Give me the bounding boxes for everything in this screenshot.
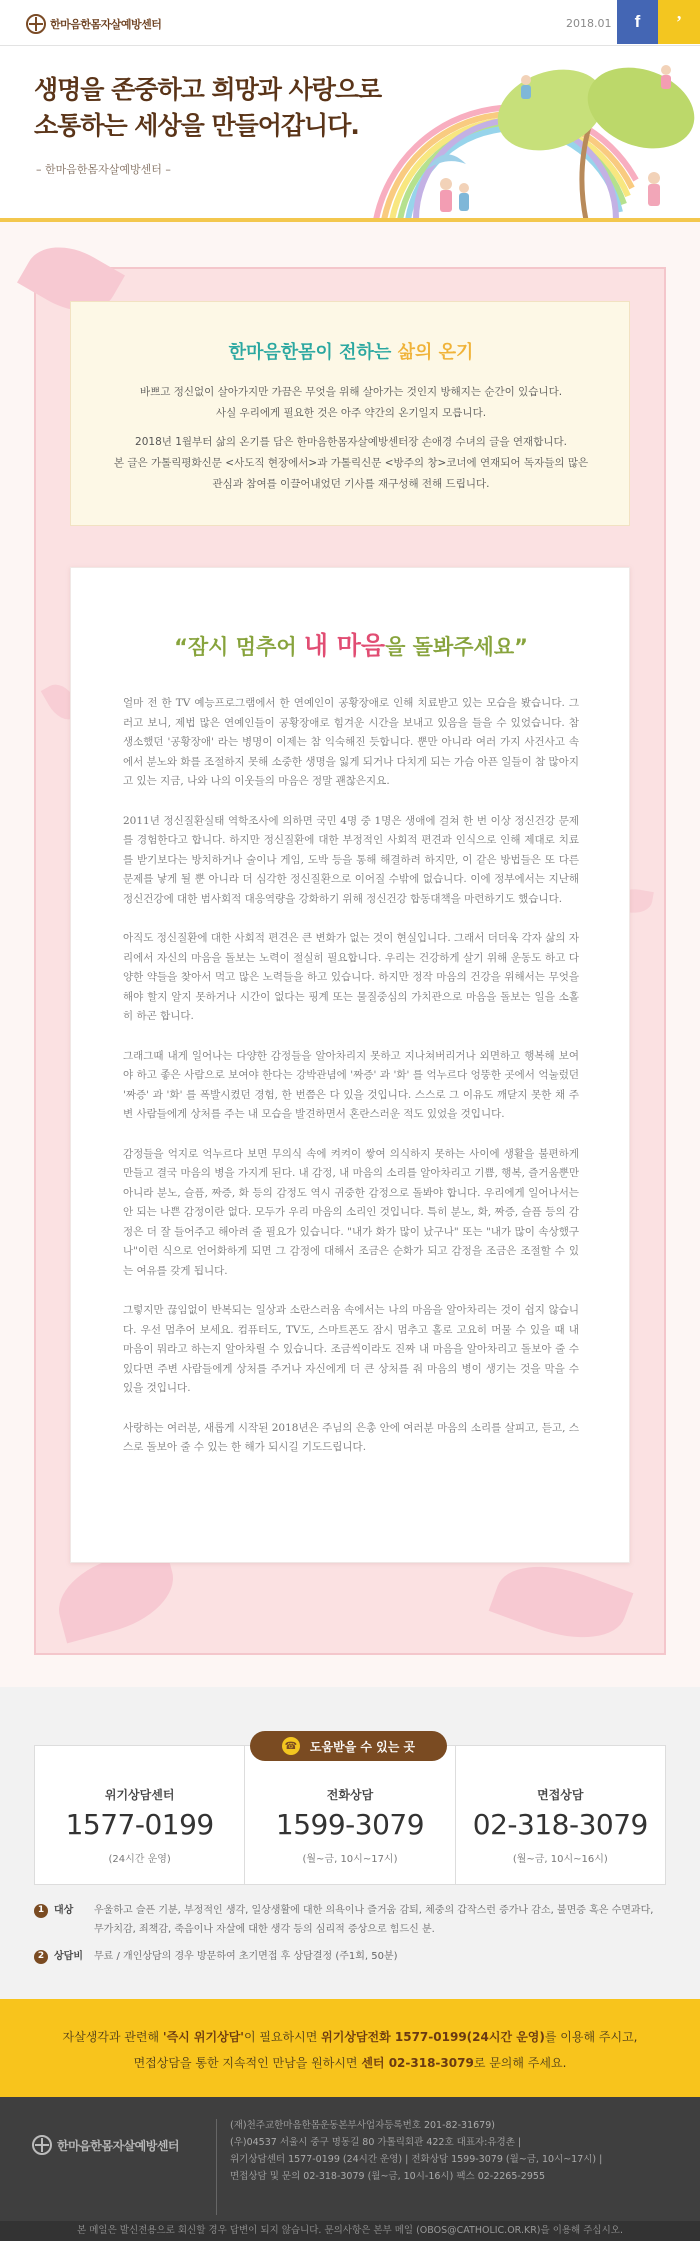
intro-line: 사실 우리에게 필요한 것은 아주 약간의 온기일지 모릅니다. bbox=[215, 407, 487, 419]
intro-title bbox=[71, 338, 631, 364]
crisis-notice bbox=[0, 1999, 700, 2097]
footer-info bbox=[230, 2117, 602, 2185]
letter-title-pre: “잠시 멈추어 bbox=[174, 635, 304, 659]
contact-card-number[interactable]: 1599-3079 bbox=[275, 1808, 425, 1841]
logo[interactable] bbox=[26, 13, 161, 35]
intro-line: 2018년 1월부터 삶의 온기를 담은 한마음한몸자살예방센터장 손애경 수녀의 글을 연재합니다. bbox=[135, 436, 567, 448]
logo-text: 한마음한몸자살예방센터 bbox=[50, 18, 162, 31]
cross-logo-icon bbox=[32, 2135, 52, 2155]
letter-card bbox=[70, 567, 630, 1563]
intro-box bbox=[70, 301, 630, 526]
kakaostory-icon: ’ bbox=[676, 11, 682, 32]
footer-line: 위기상담센터 1577-0199 (24시간 운영) | 전화상담 1599-3079 (월~금, 10시~17시) | bbox=[230, 2154, 603, 2165]
footer-divider bbox=[216, 2119, 217, 2215]
footer-copyright: 본 메일은 발신전용으로 회신할 경우 답변이 되지 않습니다. 문의사항은 본부 메일 (OBOS@CATHOLIC.OR.KR)을 이용해 주십시오. bbox=[0, 2221, 700, 2241]
notice-hotline[interactable]: 위기상담전화 1577-0199(24시간 운영) bbox=[321, 2030, 545, 2044]
notice-center-phone[interactable]: 센터 02-318-3079 bbox=[361, 2056, 474, 2070]
petal-decoration bbox=[489, 1549, 634, 1655]
hero-title-line1: 생명을 존중하고 희망과 사랑으로 bbox=[34, 75, 382, 104]
letter-title-emphasis: 내 마음 bbox=[303, 631, 386, 660]
target-text bbox=[94, 1901, 674, 1939]
notice-text: 이 필요하시면 bbox=[243, 2030, 322, 2044]
content-section bbox=[0, 222, 700, 1687]
letter-paragraph: 감정들을 억지로 억누르다 보면 무의식 속에 켜켜이 쌓여 의식하지 못하는 사이에 생활을 불편하게 만들고 결국 마음의 병을 가지게 된다. 내 감정, 내 마음의 소리를 알아차리고 기쁨, 행복, 즐거움뿐만 아니라 분노, 슬픔, 짜증, 화 등의 감정도 역시 귀중한 감정으로 돌봐야 합니다. 우리에게 일어나서는 안 되는 나쁜 감정이란 없다. 모두가 우리 마음의 소리인 것입니다. 특히 분노, 화, 짜증, 슬픔 등의 감정은 더 잘 들어주고 해아려 줄 필요가 있습니다. "내가 화가 많이 났구나" 또는 "내가 많이 속상했구나"이런 식으로 언어화하게 되면 그 감정에 대해서 조금은 순화가 되고 감정을 조금은 조절할 수 있는 여유를 갖게 됩니다. bbox=[123, 1147, 579, 1277]
footer-logo[interactable] bbox=[32, 2135, 179, 2155]
notice-emphasis: '즉시 위기상담' bbox=[162, 2030, 244, 2044]
intro-title-highlight: 삶의 온기 bbox=[397, 342, 474, 363]
intro-line: 본 글은 가톨릭평화신문 <사도직 현장에서>과 가톨릭신문 <방주의 창>코너에 연재되어 독자들의 많은 bbox=[113, 457, 589, 469]
footer-line: (재)천주교한마음한몸운동본부사업자등록번호 201-82-31679) bbox=[230, 2120, 495, 2131]
contact-card-crisis bbox=[35, 1746, 245, 1884]
contact-card-hours: (월~금, 10시~17시) bbox=[302, 1854, 398, 1865]
contact-card-phone bbox=[245, 1746, 455, 1884]
notice-text: 자살생각과 관련해 bbox=[62, 2030, 163, 2044]
facebook-icon: f bbox=[634, 12, 641, 31]
intro-line: 바쁘고 정신없이 살아가지만 가끔은 무엇을 위해 살아가는 것인지 방해지는 순간이 있습니다. bbox=[139, 386, 563, 398]
notice-line-1 bbox=[0, 2028, 700, 2045]
contact-card-hours: (24시간 운영) bbox=[108, 1854, 171, 1865]
phone-icon: ☎ bbox=[282, 1737, 300, 1755]
fee-info bbox=[34, 1947, 674, 1967]
cross-logo-icon bbox=[26, 14, 46, 34]
fee-label-text: 상담비 bbox=[54, 1951, 83, 1962]
target-line: 무가치감, 죄책감, 죽음이나 자살에 대한 생각 등의 심리적 증상으로 힘드신 분. bbox=[94, 1924, 435, 1935]
letter-title bbox=[71, 626, 631, 662]
kakaostory-share-button[interactable] bbox=[658, 0, 700, 44]
intro-paragraph-2 bbox=[101, 432, 601, 495]
intro-paragraph-1 bbox=[101, 382, 601, 424]
hero-banner bbox=[0, 46, 700, 220]
footer-line: 면접상담 및 문의 02-318-3079 (월~금, 10시-16시) 팩스 02-2265-2955 bbox=[230, 2171, 545, 2182]
target-info bbox=[34, 1901, 674, 1941]
help-title-badge bbox=[250, 1731, 447, 1761]
notice-line-2 bbox=[0, 2054, 700, 2071]
footer bbox=[0, 2097, 700, 2241]
help-title: 도움받을 수 있는 곳 bbox=[309, 1739, 416, 1754]
issue-date: 2018.01 bbox=[566, 17, 612, 30]
letter-frame bbox=[34, 267, 666, 1655]
contact-card-title: 면접상담 bbox=[537, 1788, 584, 1802]
contact-cards bbox=[34, 1745, 666, 1885]
letter-paragraph: 그래그때 내게 일어나는 다양한 감정들을 알아차리지 못하고 지나쳐버리거나 외면하고 행복해 보여야 하고 좋은 사람으로 보여야 한다는 강박관념에 '짜증' 과 '화' 를 억누르다 엉뚱한 곳에서 억눌렀던 '짜증' 과 '화' 를 폭발시켰던 경험, 한 번쯤은 다 있을 것입니다. 스스로 그 이유도 깨닫지 못한 채 주변 사람들에게 상처를 주는 내 모습을 발견하면서 혼란스러운 적도 있었을 것입니다. bbox=[123, 1049, 579, 1120]
hero-title-line2: 소통하는 세상을 만들어갑니다. bbox=[34, 111, 359, 140]
letter-title-post: 을 돌봐주세요” bbox=[385, 635, 528, 659]
target-label bbox=[34, 1901, 73, 1920]
help-section bbox=[0, 1687, 700, 1999]
facebook-share-button[interactable] bbox=[617, 0, 658, 44]
contact-card-number[interactable]: 02-318-3079 bbox=[472, 1808, 648, 1841]
contact-card-number[interactable]: 1577-0199 bbox=[65, 1808, 214, 1841]
letter-paragraph: 아직도 정신질환에 대한 사회적 편견은 큰 변화가 없는 것이 현실입니다. 그래서 더더욱 각자 삶의 자리에서 자신의 마음을 돌보는 노력이 절실히 필요합니다. 우리는 건강하게 살기 위해 운동도 하고 다양한 약들을 찾아서 먹고 많은 노력들을 하고 있습니다. 하지만 정작 마음의 건강을 위해서는 무엇을 해야 할지 알지 못하거나 시간이 없다는 핑계 또는 물질중심의 가치관으로 마음을 돌보는 일을 소홀히 하곤 합니다. bbox=[123, 932, 579, 1022]
letter-paragraph: 사랑하는 여러분, 새롭게 시작된 2018년은 주님의 은총 안에 여러분 마음의 소리를 살피고, 듣고, 스스로 돌보아 줄 수 있는 한 해가 되시길 기도드립니다. bbox=[123, 1421, 579, 1453]
notice-text: 를 이용해 주시고, bbox=[544, 2030, 638, 2044]
contact-card-interview bbox=[456, 1746, 665, 1884]
number-badge: 1 bbox=[34, 1904, 48, 1918]
hero-subtitle: – 한마음한몸자살예방센터 – bbox=[36, 163, 171, 176]
footer-logo-text: 한마음한몸자살예방센터 bbox=[57, 2138, 180, 2153]
contact-card-title: 전화상담 bbox=[326, 1788, 374, 1802]
target-label-text: 대상 bbox=[54, 1905, 74, 1916]
number-badge: 2 bbox=[34, 1950, 48, 1964]
notice-text: 로 문의해 주세요. bbox=[473, 2056, 567, 2070]
target-line: 우울하고 슬픈 기분, 부정적인 생각, 일상생활에 대한 의욕이나 즐거움 감퇴, 체중의 갑작스런 증가나 감소, 불면증 혹은 수면과다, bbox=[94, 1905, 654, 1916]
letter-paragraph: 2011년 정신질환실태 역학조사에 의하면 국민 4명 중 1명은 생애에 걸쳐 한 번 이상 정신건강 문제를 경험한다고 합니다. 하지만 정신질환에 대한 부정적인 사회적 편견과 인식으로 인해 제대로 치료를 받기보다는 방치하거나 술이나 게임, 도박 등을 통해 해결하려 하지만, 이 같은 방법들은 또 다른 문제를 낳게 될 뿐 아니라 더 심각한 정신질환으로 이어질 수밖에 없습니다. 이에 정부에서는 지난해 정신건강에 대한 범사회적 대응역량을 강화하기 위해 정신건강 합동대책을 마련하기도 했습니다. bbox=[123, 814, 579, 905]
intro-line: 관심과 참여를 이끌어내었던 기사를 재구성해 전해 드립니다. bbox=[212, 478, 490, 490]
fee-text: 무료 / 개인상담의 경우 방문하여 초기면접 후 상담결정 (주1회, 50분) bbox=[94, 1951, 398, 1962]
intro-title-pre: 한마음한몸이 전하는 bbox=[228, 342, 398, 363]
footer-line: (우)04537 서울시 중구 명동길 80 가톨릭회관 422호 대표자:유경촌 | bbox=[230, 2137, 522, 2148]
letter-paragraph: 그렇지만 끊임없이 반복되는 일상과 소란스러움 속에서는 나의 마음을 알아차리는 것이 쉽지 않습니다. 우선 멈추어 보세요. 컴퓨터도, TV도, 스마트폰도 잠시 멈추고 홀로 고요히 머물 수 있을 때 내 마음이 뭐라고 하는지 알아차릴 수 있습니다. 조금씩이라도 진짜 내 마음을 알아차리고 돌보아 줄 수 있다면 주변 사람들에게 상처를 주거나 자신에게 더 큰 상처를 줘 마음의 병이 생기는 것을 막을 수 있을 것입니다. bbox=[123, 1304, 579, 1394]
contact-card-hours: (월~금, 10시~16시) bbox=[512, 1854, 608, 1865]
hero-title bbox=[34, 72, 381, 144]
letter-paragraph: 얼마 전 한 TV 예능프로그램에서 한 연예인이 공황장애로 인해 치료받고 있는 모습을 봤습니다. 그러고 보니, 제법 많은 연예인들이 공황장애로 힘겨운 시간을 보내고 있음을 들을 수 있었습니다. 참 생소했던 '공황장애' 라는 병명이 이제는 참 익숙해진 듯합니다. 뿐만 아니라 여러 가지 사건사고 속에서 분노와 화를 조절하지 못해 소중한 생명을 잃게 되거나 다치게 되는 가슴 아픈 일들이 참 많아지고 있는 지금, 나와 나의 이웃들의 마음은 정말 괜찮은지요. bbox=[123, 697, 579, 787]
top-bar bbox=[0, 0, 700, 46]
notice-text: 면접상담을 통한 지속적인 만남을 원하시면 bbox=[133, 2056, 362, 2070]
hero-illustration bbox=[336, 50, 700, 220]
fee-label bbox=[34, 1947, 83, 1966]
letter-body bbox=[123, 694, 579, 1478]
contact-card-title: 위기상담센터 bbox=[104, 1788, 175, 1802]
